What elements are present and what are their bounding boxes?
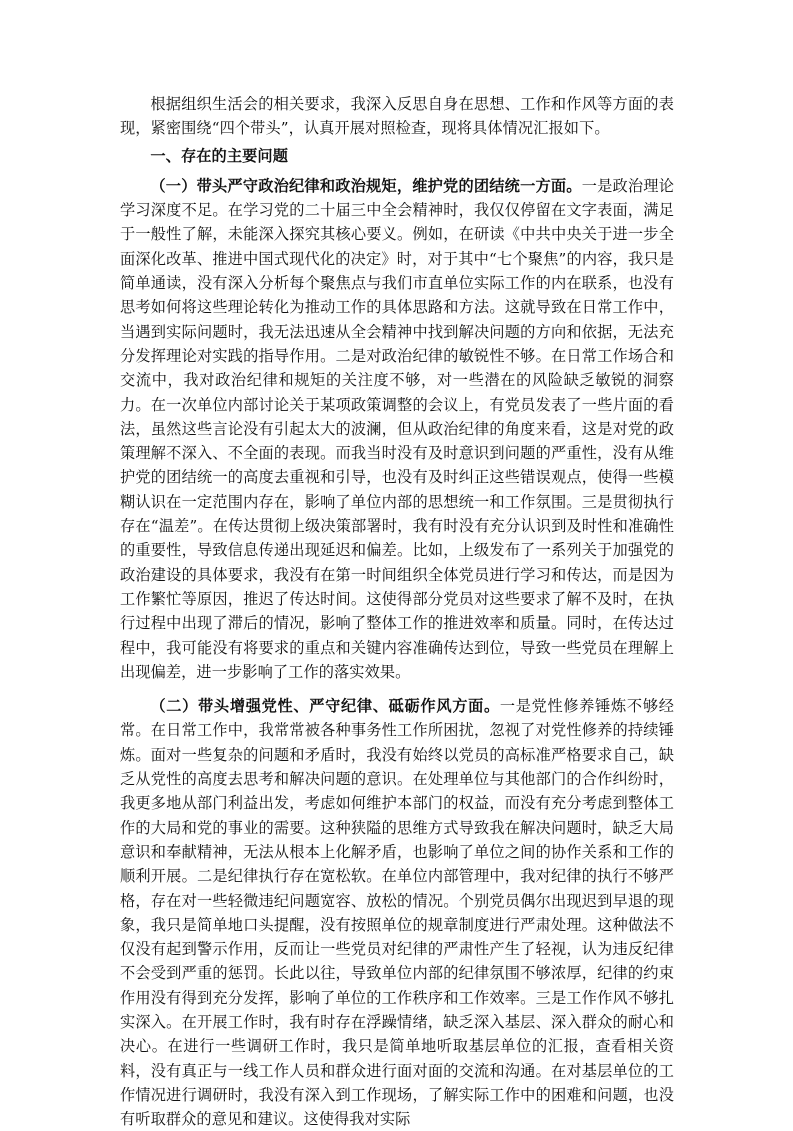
section-2-paragraph xyxy=(120,694,674,1131)
section-1-paragraph xyxy=(120,174,674,684)
section-heading-problems: 一、存在的主要问题 xyxy=(150,146,288,165)
document-body xyxy=(120,92,674,1131)
section-2-body: 一是党性修养锤炼不够经常。在日常工作中，我常常被各种事务性工作所困扰，忽视了对党性修养的持续锤炼。面对一些复杂的问题和矛盾时，我没有始终以党员的高标准严格要求自己，缺乏从党性的高度去思考和解决问题的意识。在处理单位与其他部门的合作纠纷时，我更多地从部门利益出发，考虑如何维护本部门的权益，而没有充分考虑到整体工作的大局和党的事业的需要。这种狭隘的思维方式导致我在解决问题时，缺乏大局意识和奉献精神，无法从根本上化解矛盾，也影响了单位之间的协作关系和工作的顺利开展。二是纪律执行存在宽松软。在单位内部管理中，我对纪律的执行不够严格，存在对一些轻微违纪问题宽容、放松的情况。个别党员偶尔出现迟到早退的现象，我只是简单地口头提醒，没有按照单位的规章制度进行严肃处理。这种做法不仅没有起到警示作用，反而让一些党员对纪律的严肃性产生了轻视，认为违反纪律不会受到严重的惩罚。长此以往，导致单位内部的纪律氛围不够浓厚，纪律的约束作用没有得到充分发挥，影响了单位的工作秩序和工作效率。三是工作作风不够扎实深入。在开展工作时，我有时存在浮躁情绪，缺乏深入基层、深入群众的耐心和决心。在进行一些调研工作时，我只是简单地听取基层单位的汇报，查看相关资料，没有真正与一线工作人员和群众进行面对面的交流和沟通。在对基层单位的工作情况进行调研时，我没有深入到工作现场，了解实际工作中的困难和问题，也没有听取群众的意见和建议。这使得我对实际 xyxy=(120,697,674,1129)
section-2-lead: （二）带头增强党性、严守纪律、砥砺作风方面。 xyxy=(150,697,500,716)
intro-paragraph: 根据组织生活会的相关要求，我深入反思自身在思想、工作和作风等方面的表现，紧密围绕“四个带头”，认真开展对照检查，现将具体情况汇报如下。 xyxy=(120,95,674,138)
section-1-lead: （一）带头严守政治纪律和政治规矩，维护党的团结统一方面。 xyxy=(150,176,582,195)
section-1-body: 一是政治理论学习深度不足。在学习党的二十届三中全会精神时，我仅仅停留在文字表面，满足于一般性了解，未能深入探究其核心要义。例如，在研读《中共中央关于进一步全面深化改革、推进中国式现代化的决定》时，对于其中“七个聚焦”的内容，我只是简单通读，没有深入分析每个聚焦点与我们市直单位实际工作的内在联系，也没有思考如何将这些理论转化为推动工作的具体思路和方法。这就导致在日常工作中，当遇到实际问题时，我无法迅速从全会精神中找到解决问题的方向和依据，无法充分发挥理论对实践的指导作用。二是对政治纪律的敏锐性不够。在日常工作场合和交流中，我对政治纪律和规矩的关注度不够，对一些潜在的风险缺乏敏锐的洞察力。在一次单位内部讨论关于某项政策调整的会议上，有党员发表了一些片面的看法，虽然这些言论没有引起太大的波澜，但从政治纪律的角度来看，这是对党的政策理解不深入、不全面的表现。而我当时没有及时意识到问题的严重性，没有从维护党的团结统一的高度去重视和引导，也没有及时纠正这些错误观点，使得一些模糊认识在一定范围内存在，影响了单位内部的思想统一和工作氛围。三是贯彻执行存在“温差”。在传达贯彻上级决策部署时，我有时没有充分认识到及时性和准确性的重要性，导致信息传递出现延迟和偏差。比如，上级发布了一系列关于加强党的政治建设的具体要求，我没有在第一时间组织全体党员进行学习和传达，而是因为工作繁忙等原因，推迟了传达时间。这使得部分党员对这些要求了解不及时，在执行过程中出现了滞后的情况，影响了整体工作的推进效率和质量。同时，在传达过程中，我可能没有将要求的重点和关键内容准确传达到位，导致一些党员在理解上出现偏差，进一步影响了工作的落实效果。 xyxy=(120,176,674,681)
